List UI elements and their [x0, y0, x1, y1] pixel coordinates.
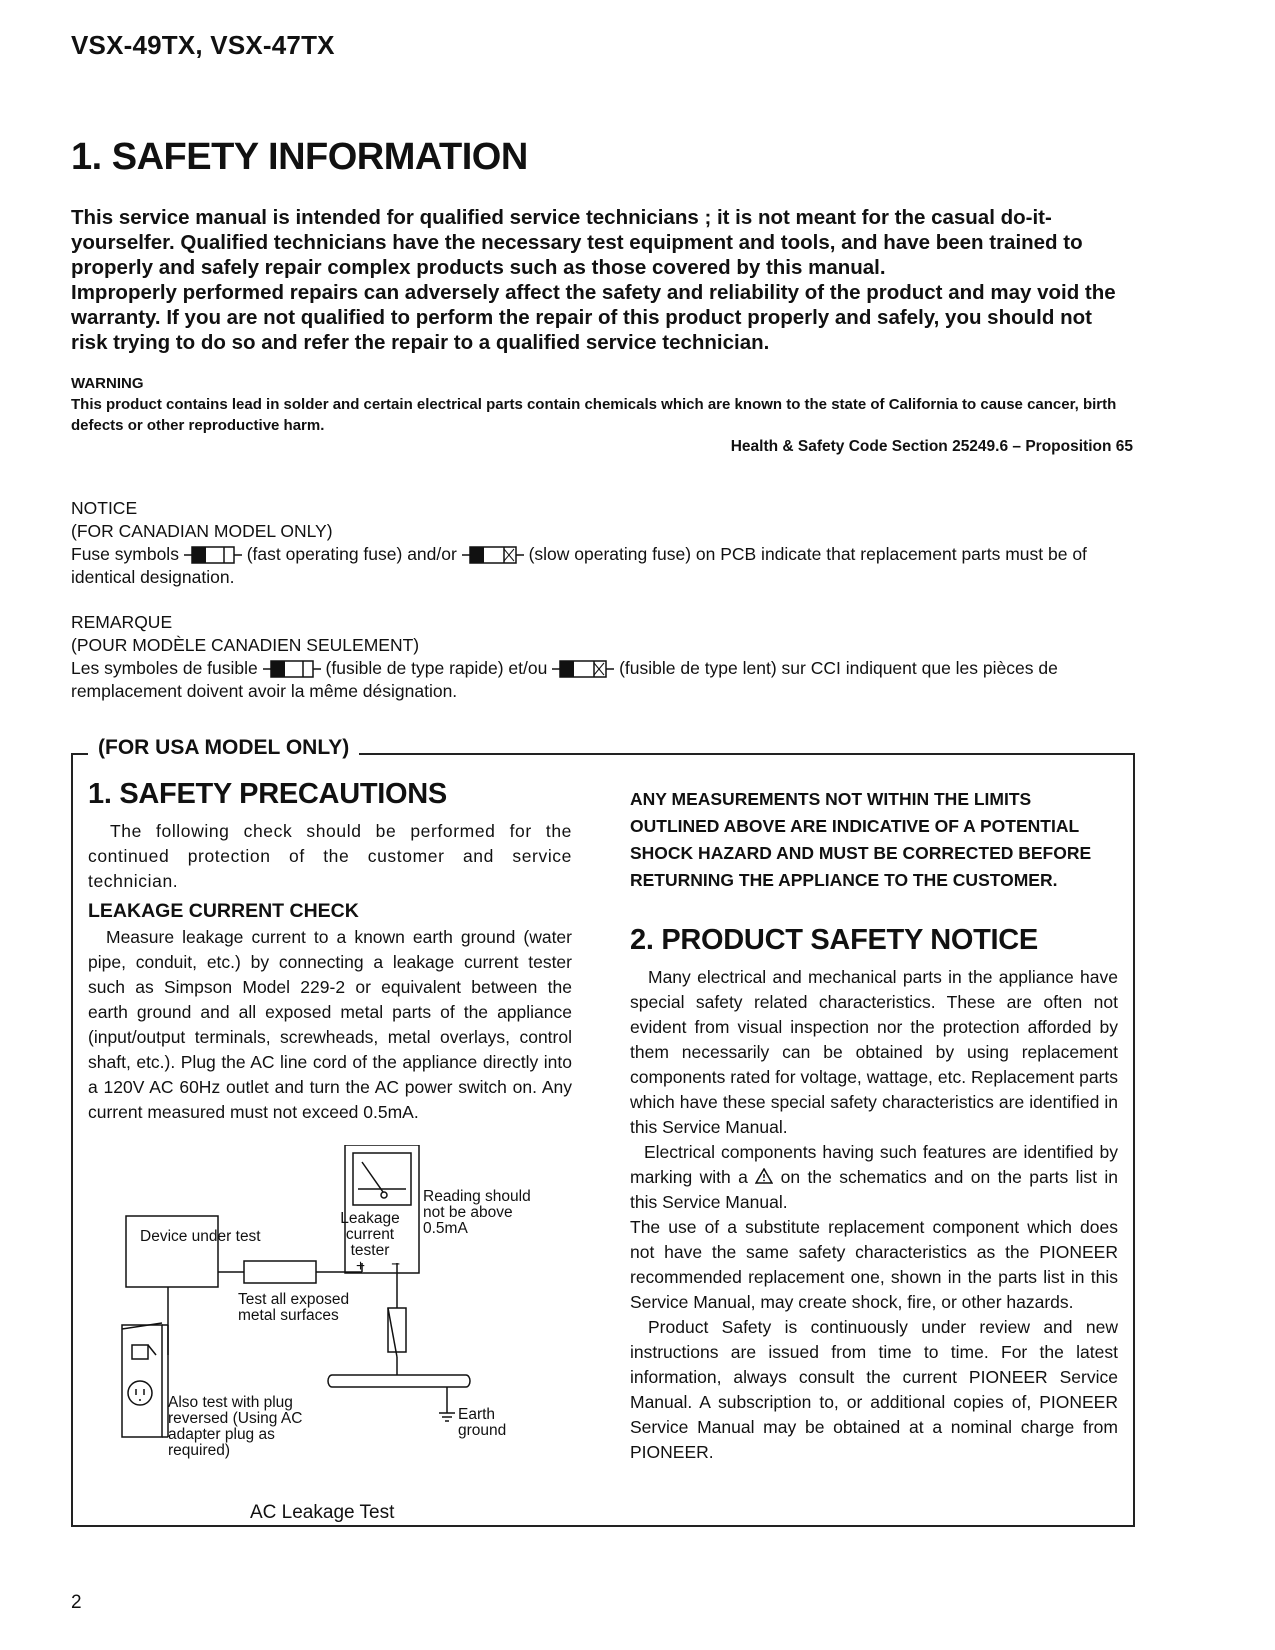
- notice-block: [71, 497, 1133, 589]
- remarque-text-c: (fusible de type lent) sur CCI indiquent que les pièces de remplacement doivent avoir la même désignation.: [71, 658, 1058, 702]
- model-header: VSX-49TX, VSX-47TX: [71, 30, 335, 60]
- intro-paragraph-2: Improperly performed repairs can adversely affect the safety and reliability of the product and may void the warranty. If you are not qualified to perform the repair of this product properly and safely, you should not risk trying to do so and refer the repair to a qualified service technician.: [71, 281, 1116, 354]
- safety-precautions-title: 1. SAFETY PRECAUTIONS: [88, 778, 447, 810]
- leakage-check-text: Measure leakage current to a known earth ground (water pipe, conduit, etc.) by connecting a leakage current tester such as Simpson Model 229-2 or equivalent between the earth ground and all exposed metal parts of the appliance (input/output terminals, screwheads, metal overlays, control shaft, etc.). Plug the AC line cord of the appliance directly into a 120V AC 60Hz outlet and turn the AC power switch on. Any current measured must not exceed 0.5mA.: [88, 927, 572, 1122]
- remarque-block: [71, 611, 1133, 703]
- product-safety-title: 2. PRODUCT SAFETY NOTICE: [630, 924, 1038, 956]
- device-under-test-label: Device under test: [140, 1228, 261, 1245]
- page-number: 2: [71, 1592, 82, 1613]
- leakage-check-title: LEAKAGE CURRENT CHECK: [88, 900, 359, 922]
- remarque-scope: (POUR MODÈLE CANADIEN SEULEMENT): [71, 635, 420, 655]
- notice-title: NOTICE: [71, 498, 138, 518]
- fast-fuse-icon: [184, 544, 242, 566]
- fast-fuse-icon: [263, 658, 321, 680]
- product-safety-p2-b: on the schematics and on the parts list in this Service Manual.: [630, 1167, 1118, 1212]
- notice-text-c: (slow operating fuse) on PCB indicate that replacement parts must be of identical designation.: [71, 544, 1087, 588]
- remarque-text-b: (fusible de type rapide) et/ou: [325, 658, 548, 678]
- remarque-text: [71, 657, 1133, 703]
- safety-precautions-intro: The following check should be performed for the continued protection of the customer and service technician.: [88, 821, 572, 891]
- diagram-caption: AC Leakage Test: [250, 1502, 395, 1523]
- remarque-title: REMARQUE: [71, 612, 173, 632]
- remarque-text-a: Les symboles de fusible: [71, 658, 258, 678]
- product-safety-p4: Product Safety is continuously under review and new instructions are issued from time to time. For the latest information, always consult the current PIONEER Service Manual. A subscription to, or additional copies of, PIONEER Service Manual may be obtained at a nominal charge from PIONEER.: [630, 1317, 1118, 1462]
- safety-precautions-column: [88, 778, 572, 1125]
- intro-paragraph-1: This service manual is intended for qualified service technicians ; it is not meant for the casual do-it-yourselfer. Qualified technicians have the necessary test equipment and tools, and have been trained to properly and safely repair complex products such as those covered by this manual.: [71, 206, 1083, 279]
- usa-model-label: (FOR USA MODEL ONLY): [88, 736, 359, 760]
- measurement-warning: ANY MEASUREMENTS NOT WITHIN THE LIMITS OUTLINED ABOVE ARE INDICATIVE OF A POTENTIAL SHOCK HAZARD AND MUST BE CORRECTED BEFORE RETURNING THE APPLIANCE TO THE CUSTOMER.: [630, 789, 1092, 890]
- product-safety-p2-a: Electrical components having such features are identified by marking with a: [630, 1142, 1118, 1187]
- section-title: 1. SAFETY INFORMATION: [71, 136, 528, 178]
- product-safety-p3: The use of a substitute replacement component which does not have the same safety characteristics as the PIONEER recommended replacement one, shown in the parts list in this Service Manual, may create shock, fire, or other hazards.: [630, 1217, 1118, 1312]
- notice-text-b: (fast operating fuse) and/or: [246, 544, 457, 564]
- earth-ground-label: Earth ground: [458, 1406, 507, 1439]
- plus-terminal: +: [356, 1258, 366, 1275]
- test-all-note: Test all exposed metal surfaces: [238, 1291, 350, 1324]
- notice-text-a: Fuse symbols: [71, 544, 179, 564]
- notice-scope: (FOR CANADIAN MODEL ONLY): [71, 521, 333, 541]
- warning-block: [71, 373, 1133, 436]
- intro-block: [71, 205, 1133, 355]
- slow-fuse-icon: [462, 544, 524, 566]
- ac-leakage-diagram: [110, 1145, 570, 1475]
- minus-terminal: −: [391, 1256, 401, 1273]
- also-test-note: Also test with plug reversed (Using AC adapter plug as required): [168, 1394, 303, 1459]
- notice-text: [71, 543, 1133, 589]
- warning-text: This product contains lead in solder and certain electrical parts contain chemicals which are known to the state of California to cause cancer, birth defects or other reproductive harm.: [71, 396, 1117, 434]
- leakage-tester-label: Leakage current tester: [340, 1210, 400, 1259]
- reading-note: Reading should not be above 0.5mA: [423, 1188, 531, 1237]
- warning-triangle-icon: [755, 1168, 773, 1184]
- slow-fuse-icon: [552, 658, 614, 680]
- warning-reference: Health & Safety Code Section 25249.6 – Proposition 65: [730, 438, 1133, 455]
- warning-label: WARNING: [71, 375, 144, 392]
- product-safety-column: [630, 786, 1118, 1465]
- product-safety-p1: Many electrical and mechanical parts in the appliance have special safety related characteristics. These are often not evident from visual inspection nor the protection afforded by them necessarily can be obtained by using replacement components rated for voltage, wattage, etc. Replacement parts which have these special safety characteristics are identified in this Service Manual.: [630, 967, 1118, 1137]
- product-safety-p2: [630, 1140, 1118, 1215]
